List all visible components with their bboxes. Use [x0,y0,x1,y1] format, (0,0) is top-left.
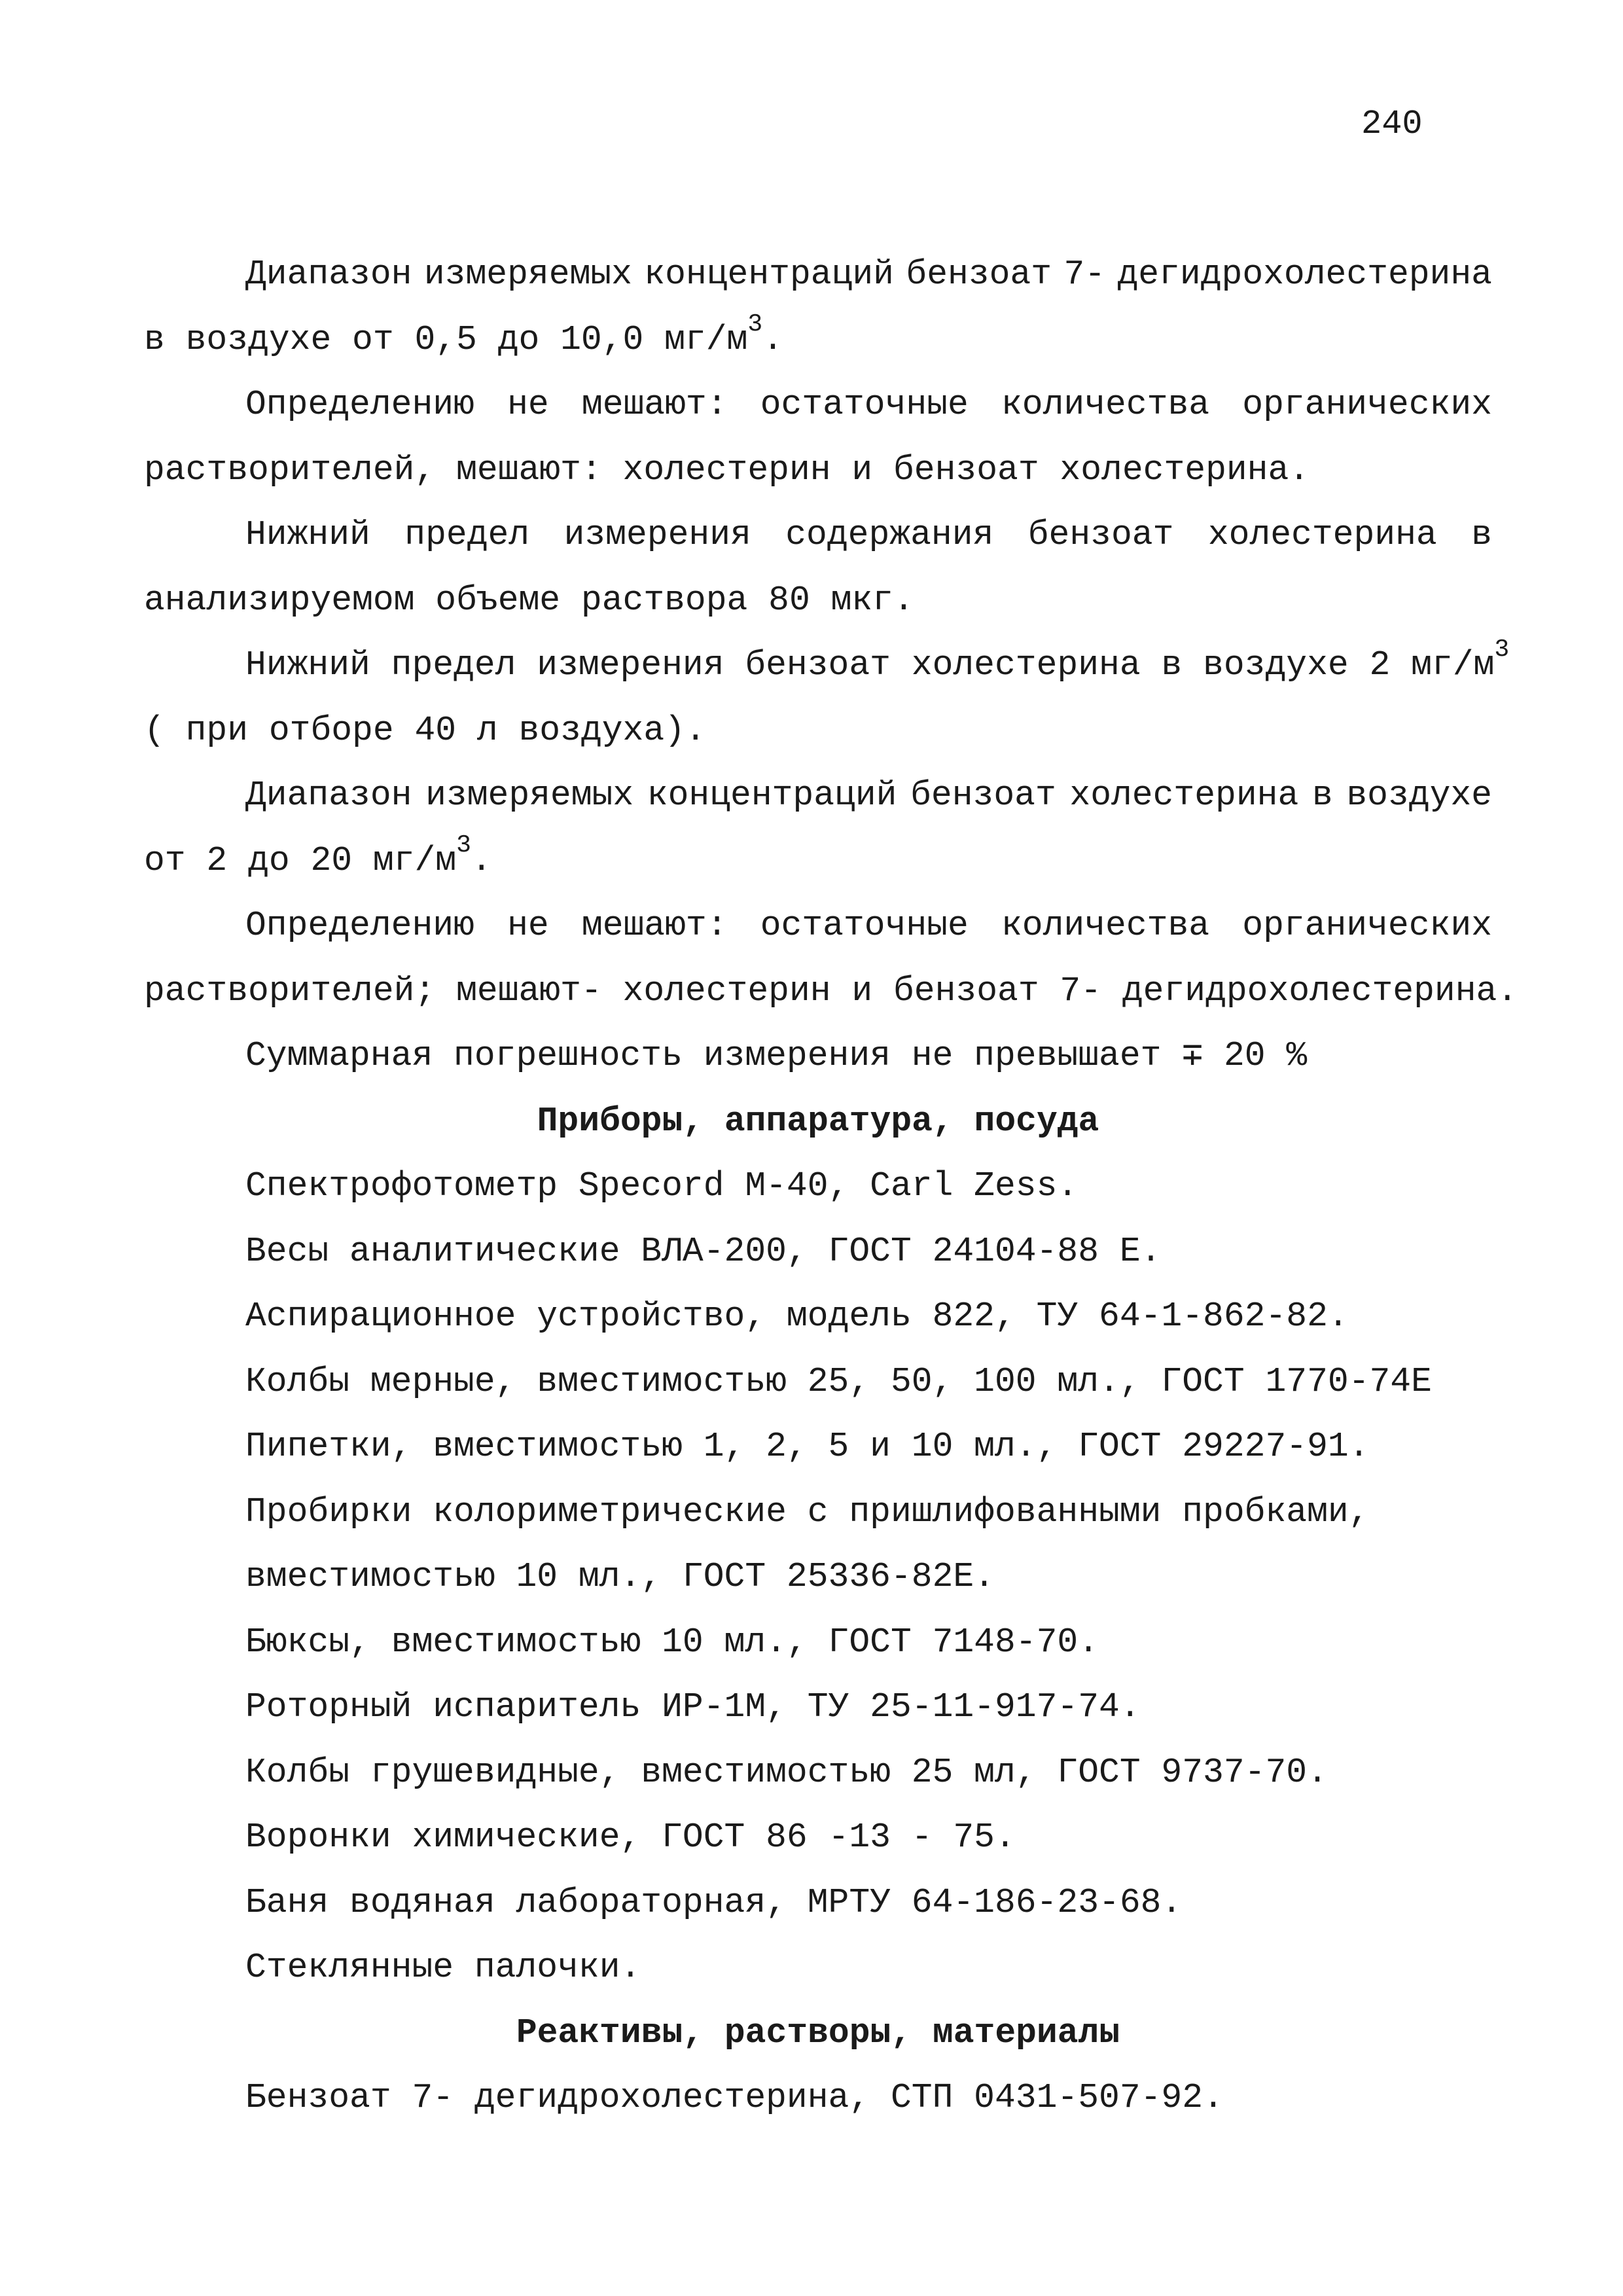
text-line: Суммарная погрешность измерения не превышает ∓ 20 % [245,1036,1308,1075]
text-line: растворителей; мешают- холестерин и бензоат 7- дегидрохолестерина. [144,971,1518,1011]
list-item: Колбы мерные, вместимостью 25, 50, 100 мл., ГОСТ 1770-74Е [245,1361,1432,1401]
text-line: от 2 до 20 $мг/м^3$. [144,831,492,880]
list-item: Роторный испаритель ИР-1М, ТУ 25-11-917-74. [245,1687,1141,1727]
text-line: ( при отборе 40 л воздуха). [144,710,706,750]
list-item: Аспирационное устройство, модель 822, ТУ 64-1-862-82. [245,1297,1349,1336]
section-heading-equipment: Приборы, аппаратура, посуда [537,1101,1099,1141]
list-item: Весы аналитические ВЛА-200, ГОСТ 24104-88 Е. [245,1231,1162,1271]
list-item: Колбы грушевидные, вместимостью 25 мл, ГОСТ 9737-70. [245,1752,1328,1792]
list-item: Бензоат 7- дегидрохолестерина, СТП 0431-507-92. [245,2078,1224,2117]
list-item: Бюксы, вместимостью 10 мл., ГОСТ 7148-70. [245,1622,1099,1662]
text-line: Нижний предел измерения содержания бензоат холестерина в [245,515,1492,554]
text-line: Диапазон измеряемых концентраций бензоат холестерина в воздухе [245,776,1492,815]
text-line: растворителей, мешают: холестерин и бензоат холестерина. [144,450,1310,490]
text-line: Определению не мешают: остаточные количества органических [245,906,1492,945]
page-number: 240 [1361,105,1423,143]
section-heading-reagents: Реактивы, растворы, материалы [516,2013,1120,2053]
list-item: Спектрофотометр Specord M-40, Carl Zess. [245,1166,1079,1206]
text-line: Диапазон измеряемых концентраций бензоат 7- дегидрохолестерина [245,255,1492,294]
list-item: Баня водяная лабораторная, МРТУ 64-186-23-68. [245,1882,1183,1922]
text-line: Нижний предел измерения бензоат холестерина в воздухе 2 $мг/м^3$ [245,636,1510,685]
text-line: в воздухе от 0,5 до 10,0 $мг/м^3$. [144,310,783,359]
text-line: анализируемом объеме раствора 80 мкг. [144,580,914,620]
list-item: вместимостью 10 мл., ГОСТ 25336-82Е. [245,1557,995,1596]
text-line: Определению не мешают: остаточные количества органических [245,385,1492,424]
list-item: Пипетки, вместимостью 1, 2, 5 и 10 мл., ГОСТ 29227-91. [245,1427,1370,1466]
list-item: Воронки химические, ГОСТ 86 -13 - 75. [245,1818,1016,1857]
list-item: Стеклянные палочки. [245,1948,641,1987]
document-body [144,242,1518,2131]
list-item: Пробирки колориметрические с пришлифованными пробками, [245,1492,1370,1532]
